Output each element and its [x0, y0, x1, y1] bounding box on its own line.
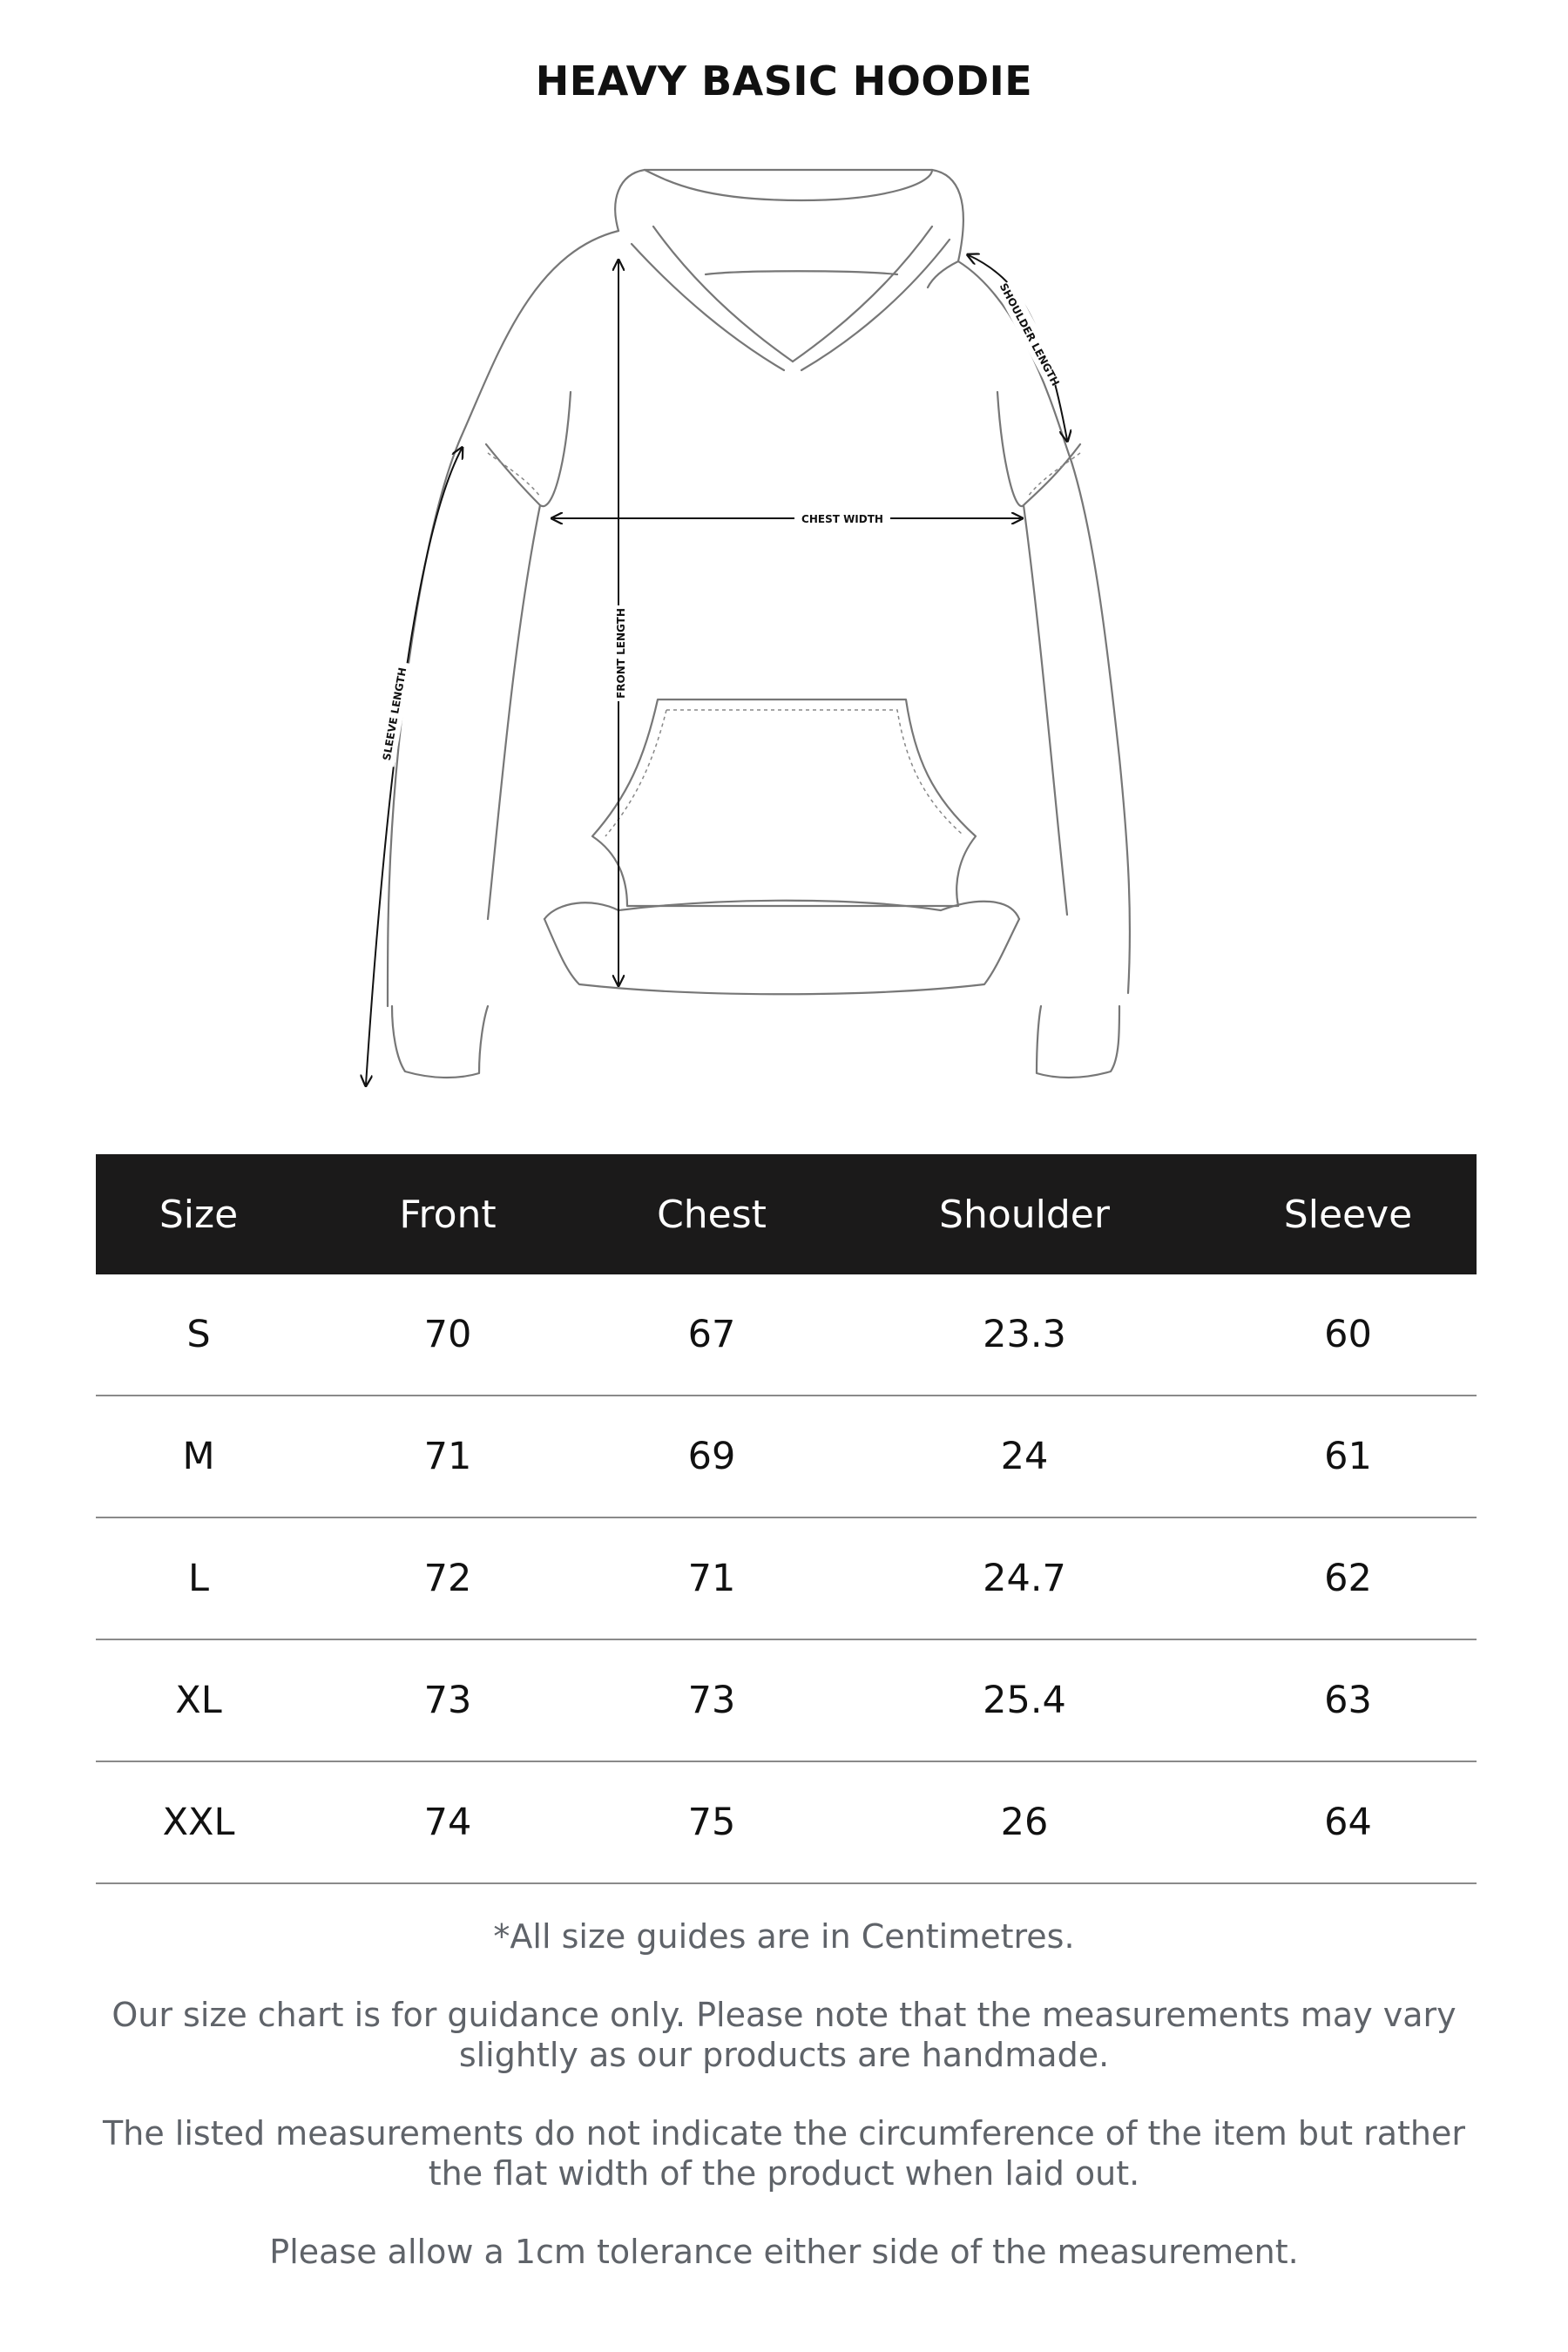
hoodie-illustration [331, 148, 1237, 1098]
pocket-stitch [666, 710, 963, 835]
table-row [96, 1639, 1477, 1761]
chest-width-label: CHEST WIDTH [801, 513, 883, 525]
hood-v-left [653, 226, 793, 362]
shoulder-length-label: SHOULDER LENGTH [997, 280, 1062, 389]
cell-sleeve: 63 [1220, 1639, 1477, 1761]
hood-inner-right [801, 240, 950, 370]
cell-front: 70 [301, 1274, 594, 1396]
header-front: Front [301, 1154, 594, 1274]
cell-front: 74 [301, 1761, 594, 1883]
sleeve-length-arrow [366, 449, 462, 1085]
collar [706, 271, 897, 274]
cell-sleeve: 60 [1220, 1274, 1477, 1396]
page-title: HEAVY BASIC HOODIE [535, 57, 1033, 105]
table-row [96, 1517, 1477, 1639]
cell-front: 72 [301, 1517, 594, 1639]
cell-front: 71 [301, 1396, 594, 1517]
table-row [96, 1761, 1477, 1883]
table-row [96, 1396, 1477, 1517]
table-row [96, 1274, 1477, 1396]
hood-inner-left [632, 244, 784, 370]
header-chest: Chest [594, 1154, 829, 1274]
header-sleeve: Sleeve [1220, 1154, 1477, 1274]
cell-chest: 71 [594, 1517, 829, 1639]
cuff-right [1037, 1006, 1119, 1078]
cell-shoulder: 24.7 [829, 1517, 1220, 1639]
sleeve-inner-left [486, 444, 540, 919]
cell-size: M [96, 1396, 301, 1517]
cell-sleeve: 64 [1220, 1761, 1477, 1883]
cell-size: XXL [96, 1761, 301, 1883]
cell-chest: 67 [594, 1274, 829, 1396]
cell-front: 73 [301, 1639, 594, 1761]
cell-size: L [96, 1517, 301, 1639]
hood-rim [645, 170, 932, 200]
cell-size: S [96, 1274, 301, 1396]
pocket-stitch-left [605, 710, 666, 836]
pocket [592, 700, 976, 906]
hoodie-diagram [331, 148, 1237, 1098]
cell-sleeve: 62 [1220, 1517, 1477, 1639]
header-size: Size [96, 1154, 301, 1274]
armhole-right [997, 392, 1024, 506]
size-table [96, 1154, 1477, 1884]
hood-outline [615, 170, 963, 287]
note-guidance: Our size chart is for guidance only. Please note that the measurements may vary slightly as our products are handmade. [112, 1996, 1456, 2074]
sleeve-length-label: SLEEVE LENGTH [380, 666, 409, 762]
body-left [388, 231, 618, 1006]
cell-shoulder: 25.4 [829, 1639, 1220, 1761]
table-header-row [96, 1154, 1477, 1274]
note-flat-width: The listed measurements do not indicate the circumference of the item but rather the flat width of the product when laid out. [103, 2114, 1465, 2193]
waistband [544, 919, 1019, 994]
cell-shoulder: 23.3 [829, 1274, 1220, 1396]
header-shoulder: Shoulder [829, 1154, 1220, 1274]
notes-section [87, 1916, 1481, 2310]
sleeve-inner-right [1024, 444, 1080, 915]
cell-chest: 75 [594, 1761, 829, 1883]
waistband-top [544, 901, 1019, 919]
cell-chest: 69 [594, 1396, 829, 1517]
cell-sleeve: 61 [1220, 1396, 1477, 1517]
note-units: *All size guides are in Centimetres. [493, 1917, 1075, 1956]
front-length-label: FRONT LENGTH [615, 608, 627, 699]
armhole-left [540, 392, 571, 506]
hood-v-right [793, 226, 932, 362]
cell-size: XL [96, 1639, 301, 1761]
armhole-stitch-left [488, 453, 540, 497]
note-tolerance: Please allow a 1cm tolerance either side of the measurement. [269, 2233, 1299, 2271]
cell-shoulder: 26 [829, 1761, 1220, 1883]
cell-shoulder: 24 [829, 1396, 1220, 1517]
cell-chest: 73 [594, 1639, 829, 1761]
cuff-left [392, 1006, 488, 1078]
